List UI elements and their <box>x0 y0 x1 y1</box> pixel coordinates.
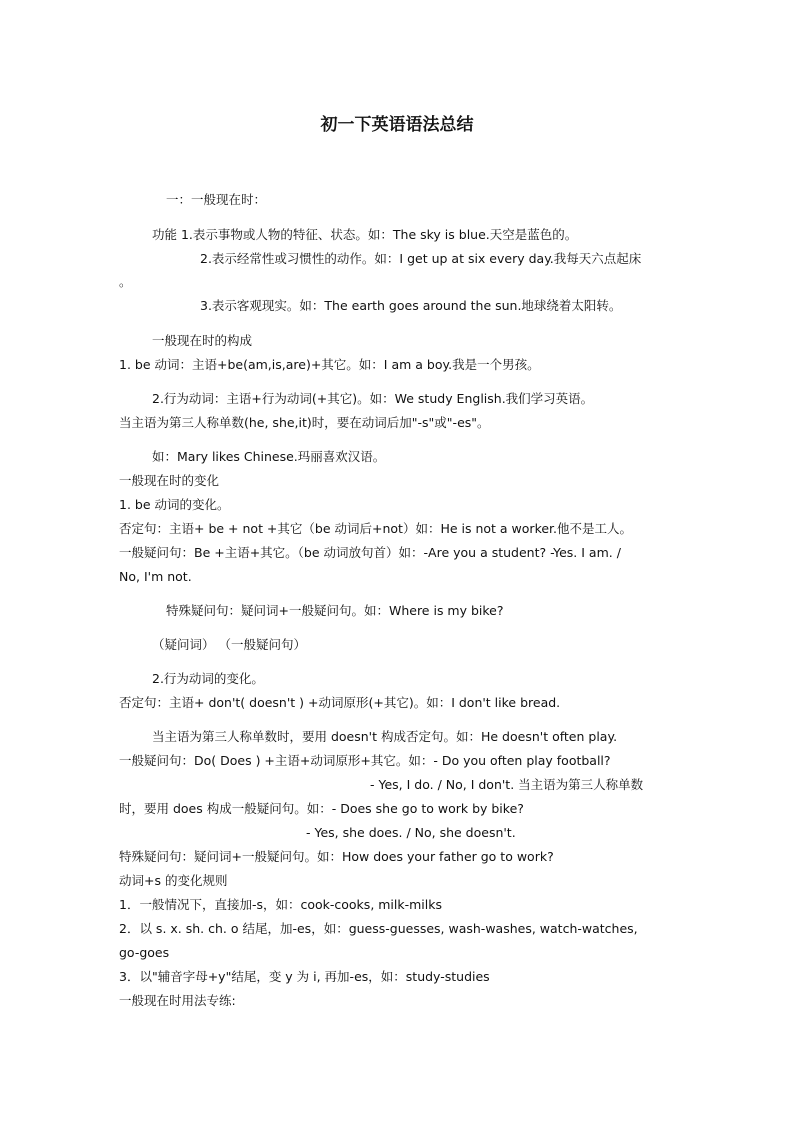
text-line: 2.行为动词：主语+行为动词(+其它)。如：We study English.我们学习英语。 <box>152 391 594 406</box>
text-line: 2.表示经常性或习惯性的动作。如：I get up at six every day.我每天六点起床 <box>200 251 642 266</box>
text-line: 如：Mary likes Chinese.玛丽喜欢汉语。 <box>152 449 386 464</box>
text-line: 一般疑问句：Do( Does ) +主语+动词原形+其它。如：- Do you often play football? <box>119 753 611 768</box>
text-line: 一般疑问句：Be +主语+其它。（be 动词放句首）如：-Are you a student? -Yes. I am. / <box>119 545 621 560</box>
text-line: 1．一般情况下，直接加-s，如：cook-cooks, milk-milks <box>119 897 443 912</box>
text-line: 1. be 动词的变化。 <box>119 497 230 512</box>
subheading: 一般现在时用法专练: <box>119 993 236 1008</box>
text-line: 否定句：主语+ be + not +其它（be 动词后+not）如：He is not a worker.他不是工人。 <box>119 521 633 536</box>
text-line: - Yes, she does. / No, she doesn't. <box>306 825 516 840</box>
text-line: 当主语为第三人称单数(he, she,it)时，要在动词后加"-s"或"-es"。 <box>119 415 490 430</box>
subheading: 动词+s 的变化规则 <box>119 873 228 888</box>
text-line: - Yes, I do. / No, I don't. 当主语为第三人称单数 <box>370 777 644 792</box>
text-line: 特殊疑问句：疑问词+一般疑问句。如：How does your father go to work? <box>119 849 554 864</box>
section-heading: 一：一般现在时： <box>166 192 267 207</box>
text-line: 功能 1.表示事物或人物的特征、状态。如：The sky is blue.天空是蓝色的。 <box>152 227 578 242</box>
text-line: 当主语为第三人称单数时，要用 doesn't 构成否定句。如：He doesn't often play. <box>152 729 618 744</box>
text-line: （疑问词） （一般疑问句） <box>152 637 306 652</box>
text-line: 特殊疑问句：疑问词+一般疑问句。如：Where is my bike? <box>166 603 504 618</box>
text-line: 2.行为动词的变化。 <box>152 671 264 686</box>
text-line: go-goes <box>119 945 170 960</box>
subheading: 一般现在时的构成 <box>152 333 253 348</box>
text-line: 否定句：主语+ don't( doesn't ) +动词原形(+其它)。如：I don't like bread. <box>119 695 561 710</box>
text-line: 3．以"辅音字母+y"结尾，变 y 为 i, 再加-es，如：study-studies <box>119 969 490 984</box>
subheading: 一般现在时的变化 <box>119 473 220 488</box>
text-line: 3.表示客观现实。如：The earth goes around the sun.地球绕着太阳转。 <box>200 298 622 313</box>
text-line: No, I'm not. <box>119 569 192 584</box>
text-line: 1. be 动词：主语+be(am,is,are)+其它。如：I am a boy.我是一个男孩。 <box>119 357 540 372</box>
text-line: 。 <box>119 274 132 289</box>
text-line: 时，要用 does 构成一般疑问句。如：- Does she go to work by bike? <box>119 801 524 816</box>
text-line: 2．以 s. x. sh. ch. o 结尾，加-es，如：guess-guesses, wash-washes, watch-watches, <box>119 921 638 936</box>
document-title: 初一下英语语法总结 <box>320 115 474 135</box>
